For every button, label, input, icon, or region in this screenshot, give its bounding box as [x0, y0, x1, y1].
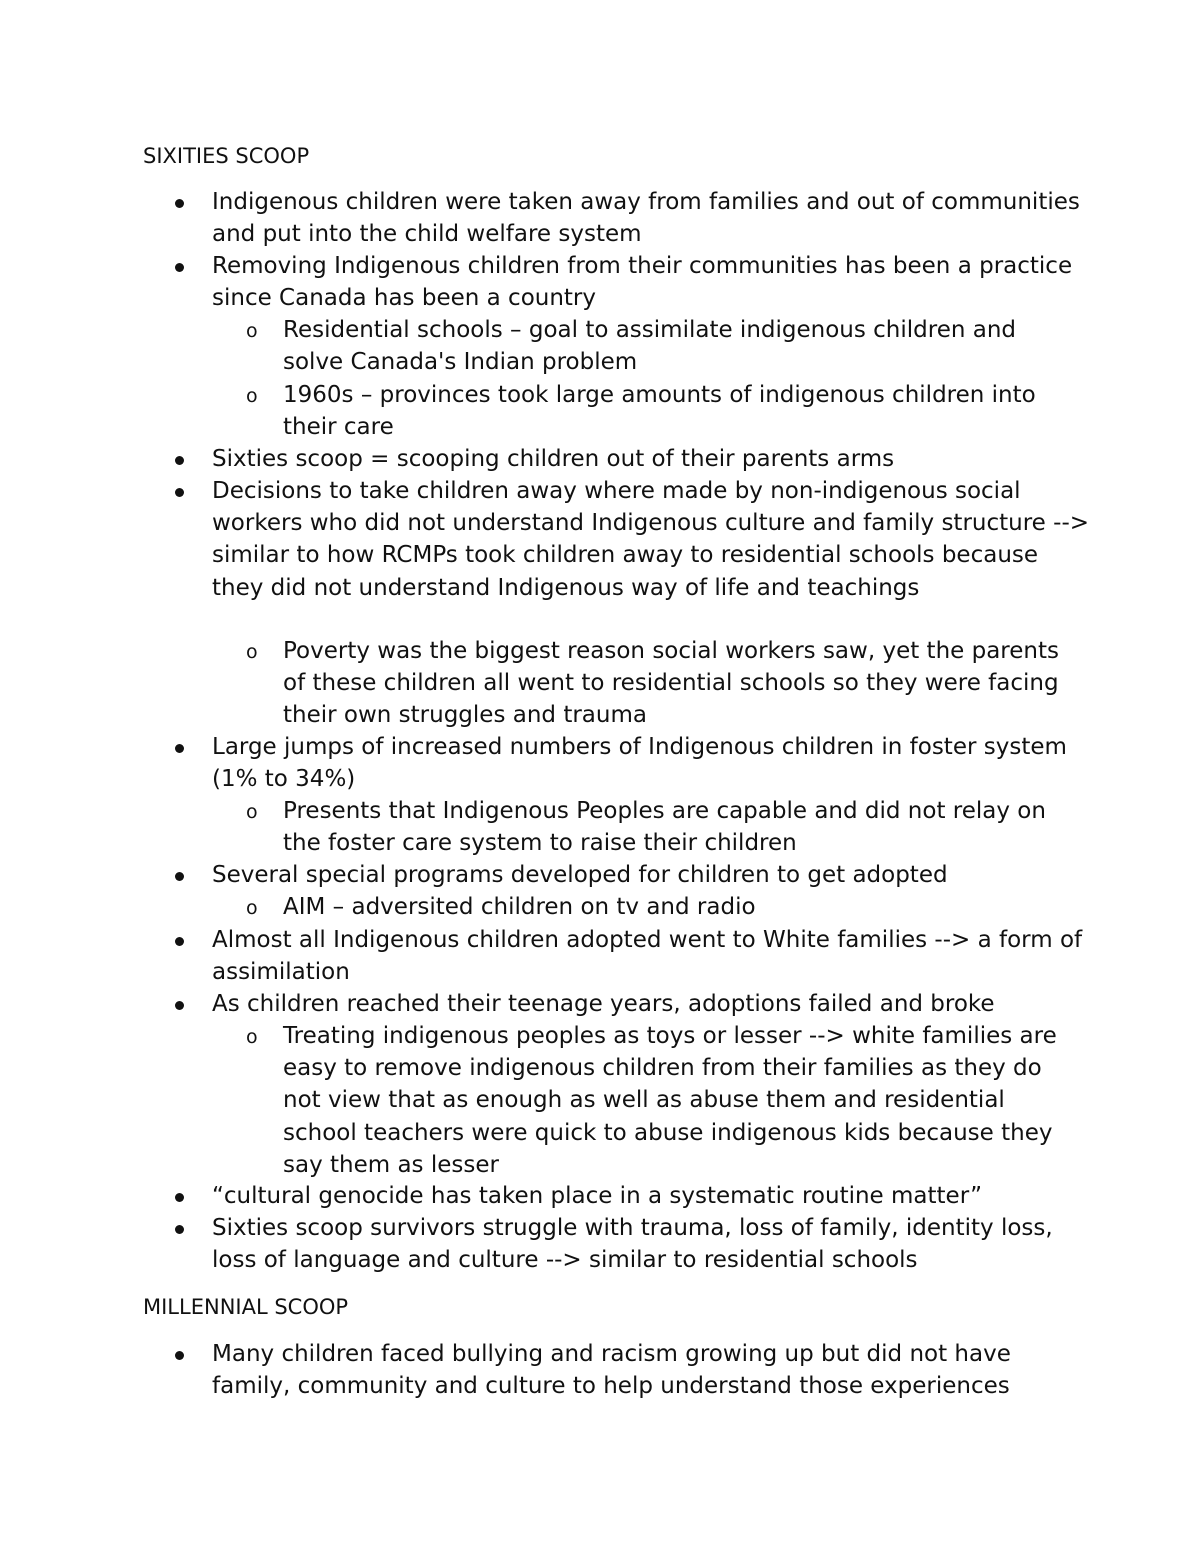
list-item: AIM – adversited children on tv and radio	[283, 894, 756, 920]
list-item: Several special programs developed for children to get adopted	[212, 862, 948, 888]
bullet-icon	[175, 456, 184, 465]
bullet-icon	[175, 872, 184, 881]
list-item: Poverty was the biggest reason social workers saw, yet the parents of these children all went to residential schools so they were facing their own struggles and trauma	[283, 638, 1059, 729]
sub-bullet-icon: o	[246, 801, 258, 823]
bullet-icon	[175, 937, 184, 946]
list-item: Treating indigenous peoples as toys or lesser --> white families are easy to remove indigenous children from their families as they do not view that as enough as well as abuse them and residential school teachers were quick to abuse indigenous kids because they say them as lesser	[283, 1023, 1057, 1178]
bullet-icon	[175, 488, 184, 497]
list-item: Many children faced bullying and racism growing up but did not have family, community and culture to help understand those experiences	[212, 1341, 1011, 1400]
sub-bullet-icon: o	[246, 897, 258, 919]
bullet-icon	[175, 263, 184, 272]
sub-bullet-icon: o	[246, 1026, 258, 1048]
list-item: Indigenous children were taken away from families and out of communities and put into the child welfare system	[212, 189, 1080, 248]
sub-bullet-icon: o	[246, 385, 258, 407]
bullet-icon	[175, 1193, 184, 1202]
section-heading-millennial-scoop: MILLENNIAL SCOOP	[143, 1295, 349, 1319]
bullet-icon	[175, 744, 184, 753]
section-heading-sixties-scoop: SIXITIES SCOOP	[143, 144, 310, 168]
list-item: Sixties scoop survivors struggle with trauma, loss of family, identity loss, loss of language and culture --> similar to residential schools	[212, 1215, 1053, 1274]
list-item: Residential schools – goal to assimilate indigenous children and solve Canada's Indian problem	[283, 317, 1017, 376]
list-item: “cultural genocide has taken place in a systematic routine matter”	[212, 1183, 983, 1209]
bullet-icon	[175, 1351, 184, 1360]
list-item: Presents that Indigenous Peoples are capable and did not relay on the foster care system to raise their children	[283, 798, 1046, 857]
bullet-icon	[175, 1225, 184, 1234]
bullet-icon	[175, 199, 184, 208]
sub-bullet-icon: o	[246, 641, 258, 663]
list-item: 1960s – provinces took large amounts of indigenous children into their care	[283, 382, 1036, 441]
list-item: Large jumps of increased numbers of Indigenous children in foster system (1% to 34%)	[212, 734, 1067, 793]
list-item: As children reached their teenage years, adoptions failed and broke	[212, 991, 995, 1017]
sub-bullet-icon: o	[246, 320, 258, 342]
list-item: Almost all Indigenous children adopted went to White families --> a form of assimilation	[212, 927, 1083, 986]
list-item: Removing Indigenous children from their communities has been a practice since Canada has been a country	[212, 253, 1073, 312]
list-item: Decisions to take children away where made by non-indigenous social workers who did not understand Indigenous culture and family structure --> similar to how RCMPs took children away to residential schools because they did not understand Indigenous way of life and teachings	[212, 478, 1090, 601]
list-item: Sixties scoop = scooping children out of their parents arms	[212, 446, 895, 472]
bullet-icon	[175, 1001, 184, 1010]
